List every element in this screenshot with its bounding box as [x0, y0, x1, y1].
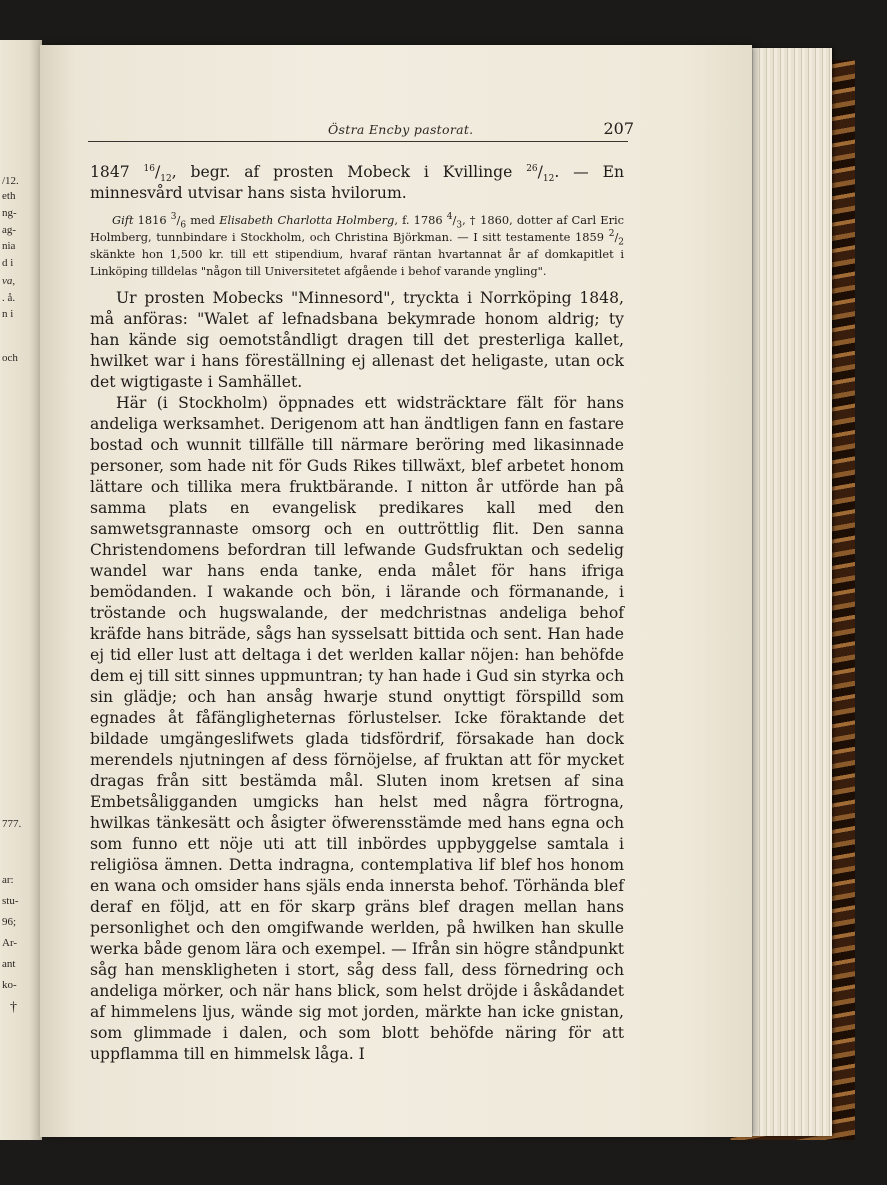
- date-numerator: 16: [143, 163, 155, 174]
- page-edges: [742, 48, 832, 1136]
- paragraph-minnesord: Ur prosten Mobecks "Minnesord", tryckta i Norrköping 1848, må anföras: "Walet af lefnadsbana bekymrade honom aldrig; ty han kände sig oemotståndligt dragen till det presterliga kallet, hwilket war i hans föreställning ej allenast det heligaste, utan ock det wigtigaste i Samhället.: [90, 289, 624, 391]
- left-page-fragment: 777.: [2, 818, 22, 830]
- left-page: [0, 40, 42, 1140]
- left-page-fragment: och: [2, 352, 18, 364]
- marriage-note: Gift 1816 $^3/_6$ med Elisabeth Charlotta Holmberg, f. 1786 $^4/_3$, † 1860, dotter af Carl Eric Holmberg, tunnbindare i Stockholm, och Christina Björkman. — I sitt testamente 1859 $^2/_2$ skänkte hon 1,500 kr. till ett stipendium, hvaraf räntan hvartannat år af domkapitlet i Linköping tilldelas "någon till Universitetet afgående i behof varande yngling".: [90, 212, 625, 278]
- book-page: [40, 45, 752, 1137]
- intro-paragraph: 1847 $^{16}/_{12}$, begr. af prosten Mobeck i Kvillinge $^{26}/_{12}$. — En minnesvård utvisar hans sista hvilorum.: [90, 163, 625, 202]
- date-denominator: 12: [160, 174, 172, 185]
- left-page-fragment: ant: [2, 958, 16, 970]
- date-numerator: 3: [170, 212, 177, 223]
- left-page-fragment: n i: [2, 308, 14, 320]
- wife-name: Elisabeth Charlotta Holmberg: [219, 213, 395, 227]
- date-numerator: 2: [608, 229, 615, 240]
- left-page-fragment: nia: [2, 240, 16, 252]
- note-end: skänkte hon 1,500 kr. till ett stipendium, hvaraf räntan hvartannat år af domkapitlet i Linköping tilldelas "någon till Universitetet afgående i behof varande yngling".: [90, 247, 624, 278]
- date-denominator: 6: [180, 220, 187, 231]
- page-body: [90, 162, 624, 1065]
- left-page-fragment: . å.: [2, 292, 16, 304]
- date-numerator: 4: [446, 212, 453, 223]
- left-page-fragment: eth: [2, 190, 16, 202]
- left-page-fragment: Ar-: [2, 937, 18, 949]
- left-page-fragment: ar:: [2, 874, 14, 886]
- running-title: Östra Encby pastorat.: [328, 122, 474, 137]
- note-rest: , † 1860, dotter af Carl Eric Holmberg, tunnbindare i Stockholm, och Christina Björkman. — I sitt testamente 1859: [90, 213, 625, 244]
- left-page-fragment: stu-: [2, 895, 19, 907]
- running-head: [88, 119, 634, 142]
- intro-year: 1847: [90, 163, 130, 181]
- note-year: 1816: [137, 213, 167, 227]
- left-page-fragment: †: [10, 1000, 17, 1015]
- intro-mid: , begr. af prosten Mobeck i Kvillinge: [171, 163, 527, 181]
- left-page-fragment: 96;: [2, 916, 17, 928]
- intro-end: . — En minnesvård utvisar hans sista hvilorum.: [90, 163, 625, 202]
- note-with: med: [190, 213, 216, 227]
- date-numerator: 26: [526, 163, 538, 174]
- paragraph-stockholm: Här (i Stockholm) öppnades ett widsträcktare fält för hans andeliga werksamhet. Derigenom att han ändtligen fann en fastare bostad och wunnit tillfälle till närmare beröring med likasinnade personer, som hade nit för Guds Rikes tillwäxt, blef arbetet honom lättare och tillika mera fruktbärande. I nitton år utförde han på samma plats en evangelisk predikares kall med den samwetsgrannaste omsorg och en outtröttlig flit. Den sanna Christendomens befordran till lefwande Gudsfruktan och sedelig wandel war hans enda tanke, enda målet för hans ifriga bemödanden. I wakande och bön, i lärande och förmanande, i tröstande och hugswalande, der medchristnas andeliga behof kräfde hans biträde, sågs han sysselsatt bittida och sent. Han hade ej tid eller lust att deltaga i det werlden kallar nöjen: han behöfde dem ej till sitt sinnes uppmuntran; ty han hade i Gud sin styrka och sin glädje; och han ansåg hwarje stund onyttigt förspilld som egnades åt fåfängligheternas förlustelser. Icke föraktande det bildade umgängeslifwets glada tidsfördrif, försakade han dock merendels njutningen af dess förnöjelse, af fruktan att för mycket dragas från sitt bestämda mål. Sluten inom kretsen af sina Embetsåligganden umgicks han helst med några förtrogna, hwilkas tänkesätt och åsigter öfwerensstämde med hans egna och som funno ett nöje uti att till inbördes uppbyggelse samtala i religiösa ämnen. Detta indragna, contemplativa lif blef hos honom en wana och omsider hans själs enda innersta behof. Törhända blef deraf en följd, att en för skarp gräns blef dragen mellan hans personlighet och den omgifwande werlden, på hwilken han skulle werka både genom lära och exempel. — Ifrån sin högre ståndpunkt såg han menskligheten i stort, såg dess fall, dess förnedring och andeliga mörker, och när hans blick, som helst dröjde i åskådandet af himmelens ljus, wände sig mot jorden, märkte han icke gnistan, som glimmade i dalen, och som blott behöfde näring för att uppflamma till en himmelsk låga. I: [90, 394, 624, 1063]
- left-page-fragment: va,: [2, 275, 16, 287]
- note-born: , f. 1786: [394, 213, 443, 227]
- left-page-fragment: d i: [2, 257, 14, 269]
- left-page-fragment: ko-: [2, 979, 17, 991]
- left-page-fragment: ng-: [2, 207, 17, 219]
- date-denominator: 12: [542, 174, 555, 185]
- left-page-fragment: /12.: [2, 175, 19, 187]
- note-label: Gift: [112, 213, 134, 227]
- left-page-fragment: ag-: [2, 224, 17, 236]
- date-denominator: 3: [456, 220, 463, 231]
- date-denominator: 2: [618, 237, 625, 248]
- page-number: 207: [603, 119, 634, 138]
